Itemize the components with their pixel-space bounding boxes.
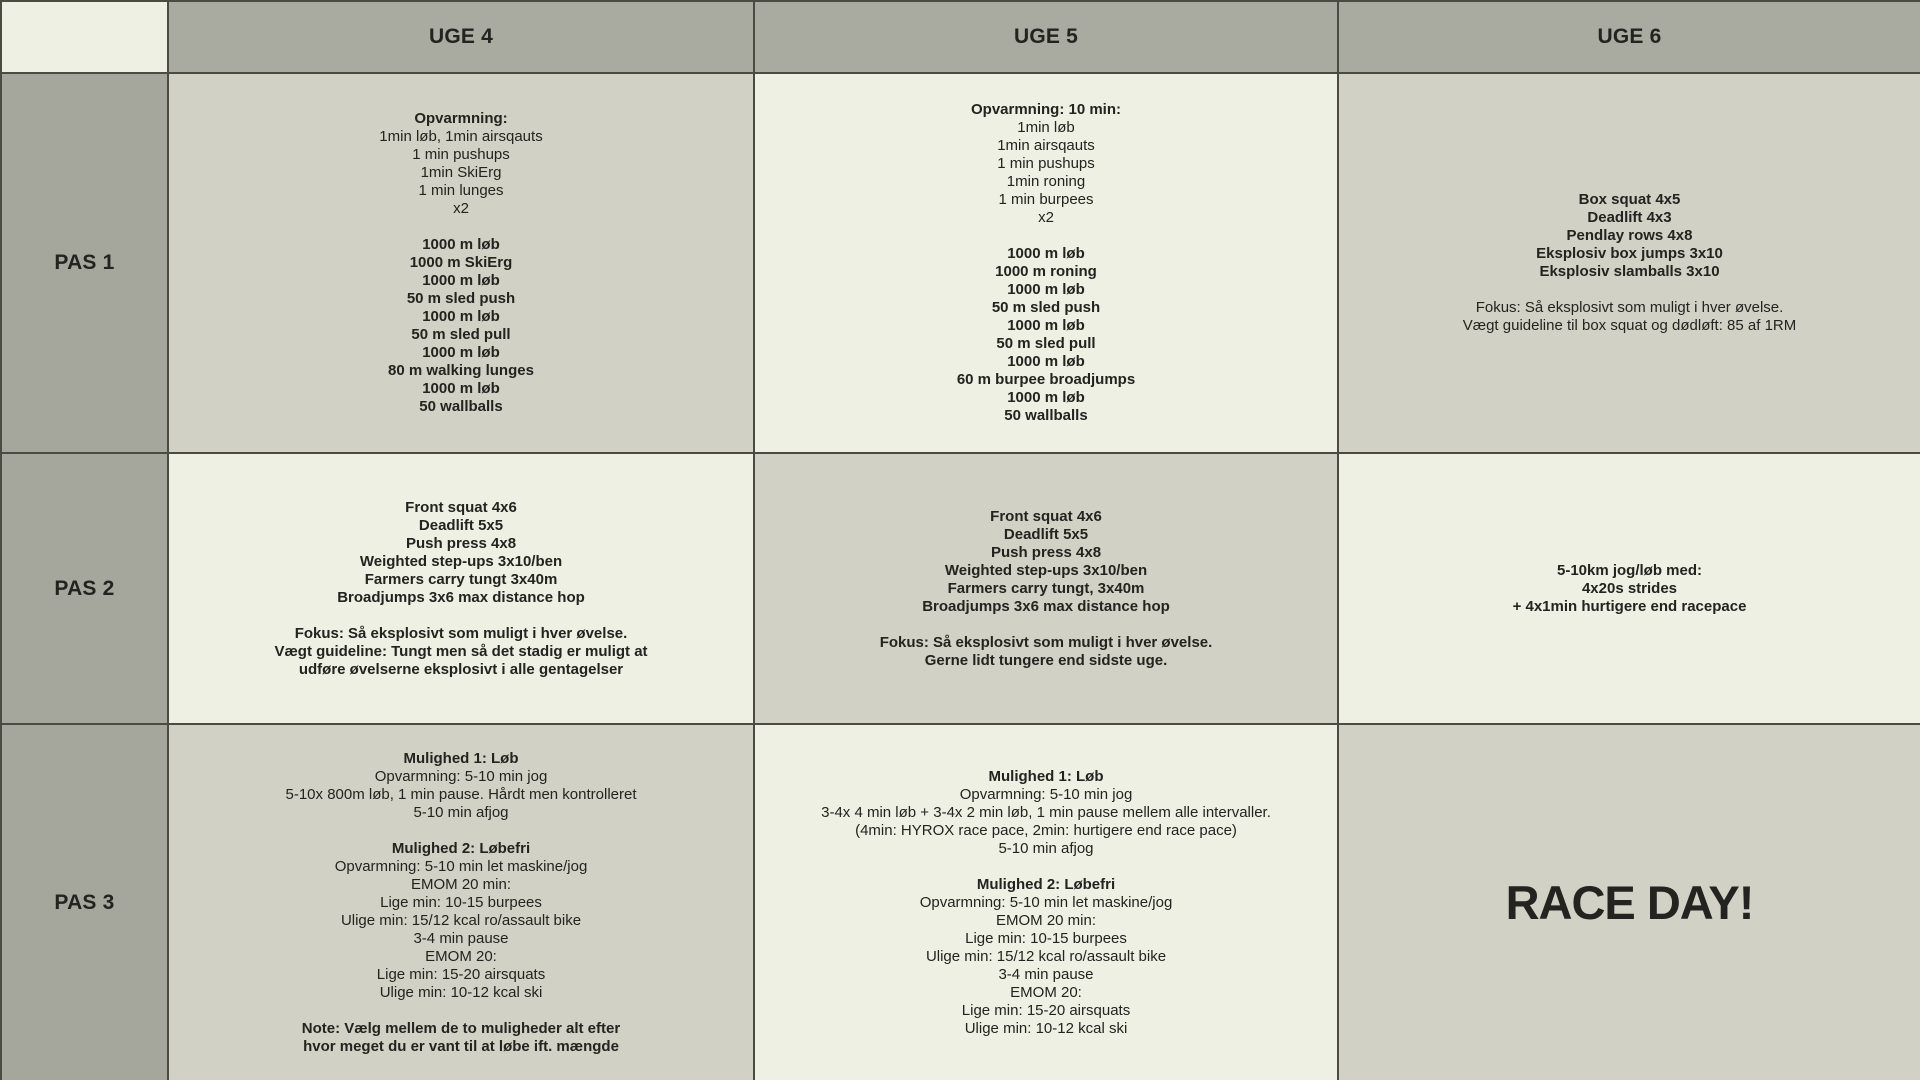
cell-pas1-uge4 <box>169 74 755 454</box>
text-line: 1000 m roning <box>995 263 1097 280</box>
text-line: Push press 4x8 <box>405 534 517 552</box>
text-line: Note: Vælg mellem de to muligheder alt efter <box>301 1019 621 1037</box>
text-line: Deadlift 5x5 <box>1003 525 1089 543</box>
text-line: 1000 m løb <box>1007 317 1085 334</box>
cell-pas3-uge5 <box>755 725 1339 1080</box>
text-line: Vægt guideline til box squat og dødløft: 85 af 1RM <box>1462 317 1797 334</box>
text-line: 3-4 min pause <box>998 965 1094 983</box>
text-line: 1 min pushups <box>997 155 1095 172</box>
text-line: hvor meget du er vant til at løbe ift. mængde <box>303 1037 619 1055</box>
text-line: 50 m sled pull <box>996 335 1096 352</box>
row-header-pas1 <box>2 74 169 454</box>
workout-text <box>169 493 753 685</box>
blank-line <box>773 858 1319 876</box>
column-header-uge5 <box>755 2 1339 74</box>
cell-pas1-uge6 <box>1339 74 1920 454</box>
text-line: Opvarmning: 5-10 min jog <box>959 785 1133 803</box>
text-line: Farmers carry tungt 3x40m <box>364 570 558 588</box>
text-line: Farmers carry tungt, 3x40m <box>947 579 1145 597</box>
text-line: Vægt guideline: Tungt men så det stadig er muligt at <box>274 642 648 660</box>
row-header-label: PAS 1 <box>54 251 115 274</box>
column-header-label: UGE 4 <box>428 25 494 48</box>
blank-line <box>773 227 1319 245</box>
text-line: Deadlift 4x3 <box>1587 209 1672 226</box>
text-line: Broadjumps 3x6 max distance hop <box>922 597 1170 615</box>
text-line: 1 min burpees <box>998 191 1094 208</box>
text-line: 50 wallballs <box>1004 407 1088 424</box>
workout-text <box>169 744 753 1062</box>
workout-text <box>755 502 1337 676</box>
text-line: 1000 m løb <box>422 380 500 397</box>
text-line: Front squat 4x6 <box>405 498 517 516</box>
text-line: Mulighed 2: Løbefri <box>391 839 531 857</box>
text-line: Ulige min: 15/12 kcal ro/assault bike <box>340 911 582 929</box>
text-line: 5-10 min afjog <box>413 803 509 821</box>
column-header-uge4 <box>169 2 755 74</box>
text-line: 80 m walking lunges <box>388 362 534 379</box>
text-line: Eksplosiv slamballs 3x10 <box>1539 263 1720 280</box>
text-line: Ulige min: 10-12 kcal ski <box>964 1019 1128 1037</box>
text-line: 50 m sled push <box>406 290 516 307</box>
text-line: Fokus: Så eksplosivt som muligt i hver øvelse. <box>1475 299 1784 316</box>
text-line: Ulige min: 10-12 kcal ski <box>379 983 543 1001</box>
text-line: Lige min: 10-15 burpees <box>965 929 1127 947</box>
text-line: Weighted step-ups 3x10/ben <box>944 561 1148 579</box>
row-header-pas2 <box>2 454 169 725</box>
text-line: 60 m burpee broadjumps <box>956 371 1136 388</box>
text-line: 50 wallballs <box>419 398 503 415</box>
text-line: Opvarmning: 5-10 min let maskine/jog <box>919 893 1173 911</box>
text-line: Front squat 4x6 <box>990 507 1102 525</box>
text-line: 50 m sled push <box>991 299 1101 316</box>
cell-pas2-uge6 <box>1339 454 1920 725</box>
text-line: Gerne lidt tungere end sidste uge. <box>924 651 1168 669</box>
text-line: 1min roning <box>1006 173 1086 190</box>
text-line: 1000 m løb <box>422 344 500 361</box>
text-line: Lige min: 15-20 airsquats <box>961 1001 1131 1019</box>
workout-text <box>755 95 1337 431</box>
text-line: x2 <box>1038 209 1054 226</box>
text-line: Opvarmning: 10 min: <box>970 101 1122 118</box>
text-line: Weighted step-ups 3x10/ben <box>359 552 563 570</box>
column-header-uge6 <box>1339 2 1920 74</box>
text-line: 4x20s strides <box>1581 579 1678 597</box>
text-line: 50 m sled pull <box>411 326 511 343</box>
text-line: 1000 m løb <box>422 236 500 253</box>
text-line: Push press 4x8 <box>990 543 1102 561</box>
text-line: 1min airsqauts <box>997 137 1095 154</box>
text-line: RACE DAY! <box>1505 875 1754 929</box>
column-header-label: UGE 5 <box>1013 25 1079 48</box>
row-header-pas3 <box>2 725 169 1080</box>
text-line: Opvarmning: <box>414 110 508 127</box>
row-header-label: PAS 3 <box>54 890 115 914</box>
blank-line <box>187 218 735 236</box>
text-line: Pendlay rows 4x8 <box>1566 227 1693 244</box>
workout-text <box>169 104 753 422</box>
blank-line <box>773 616 1319 634</box>
text-line: udføre øvelserne eksplosivt i alle gentagelser <box>298 660 624 678</box>
text-line: Fokus: Så eksplosivt som muligt i hver øvelse. <box>294 624 628 642</box>
blank-line <box>1357 281 1902 299</box>
text-line: + 4x1min hurtigere end racepace <box>1512 597 1747 615</box>
text-line: Box squat 4x5 <box>1578 191 1681 208</box>
cell-pas1-uge5 <box>755 74 1339 454</box>
text-line: Deadlift 5x5 <box>418 516 504 534</box>
blank-line <box>187 822 735 840</box>
text-line: 1min løb <box>1017 119 1075 136</box>
cell-pas3-uge4 <box>169 725 755 1080</box>
column-header-label: UGE 6 <box>1597 25 1662 48</box>
text-line: Eksplosiv box jumps 3x10 <box>1536 245 1723 262</box>
text-line: 1000 m SkiErg <box>409 254 513 271</box>
text-line: Broadjumps 3x6 max distance hop <box>337 588 585 606</box>
text-line: Mulighed 1: Løb <box>403 749 519 767</box>
text-line: 1000 m løb <box>1007 389 1085 406</box>
workout-text <box>1339 556 1920 622</box>
text-line: x2 <box>453 200 469 217</box>
text-line: 1 min pushups <box>412 146 510 163</box>
text-line: 1000 m løb <box>1007 353 1085 370</box>
cell-pas2-uge4 <box>169 454 755 725</box>
blank-line <box>187 1002 735 1020</box>
text-line: 1000 m løb <box>1007 281 1085 298</box>
text-line: 1000 m løb <box>422 272 500 289</box>
text-line: 5-10km jog/løb med: <box>1556 561 1703 579</box>
text-line: 1min løb, 1min airsqauts <box>379 128 543 145</box>
text-line: EMOM 20 min: <box>995 911 1097 929</box>
text-line: EMOM 20: <box>1010 983 1082 1001</box>
text-line: EMOM 20: <box>425 947 497 965</box>
text-line: Ulige min: 15/12 kcal ro/assault bike <box>925 947 1167 965</box>
text-line: Lige min: 10-15 burpees <box>380 893 542 911</box>
workout-text <box>1339 185 1920 341</box>
text-line: 3-4 min pause <box>413 929 509 947</box>
text-line: Fokus: Så eksplosivt som muligt i hver øvelse. <box>879 633 1213 651</box>
row-header-label: PAS 2 <box>54 576 115 600</box>
text-line: 5-10 min afjog <box>998 839 1094 857</box>
text-line: Mulighed 2: Løbefri <box>976 875 1116 893</box>
corner-cell <box>2 2 169 74</box>
text-line: Lige min: 15-20 airsquats <box>376 965 546 983</box>
text-line: Opvarmning: 5-10 min jog <box>374 767 548 785</box>
text-line: 3-4x 4 min løb + 3-4x 2 min løb, 1 min pause mellem alle intervaller. <box>821 803 1271 821</box>
text-line: 1000 m løb <box>1007 245 1085 262</box>
workout-text <box>755 762 1337 1044</box>
text-line: 1 min lunges <box>418 182 504 199</box>
text-line: Opvarmning: 5-10 min let maskine/jog <box>334 857 588 875</box>
text-line: (4min: HYROX race pace, 2min: hurtigere end race pace) <box>855 821 1237 839</box>
cell-pas3-uge6-race-day <box>1339 725 1920 1080</box>
text-line: 5-10x 800m løb, 1 min pause. Hårdt men kontrolleret <box>285 785 637 803</box>
text-line: EMOM 20 min: <box>410 875 512 893</box>
text-line: 1000 m løb <box>422 308 500 325</box>
blank-line <box>187 607 735 625</box>
cell-pas2-uge5 <box>755 454 1339 725</box>
text-line: 1min SkiErg <box>420 164 502 181</box>
text-line: Mulighed 1: Løb <box>988 767 1104 785</box>
race-day-text <box>1339 871 1920 935</box>
